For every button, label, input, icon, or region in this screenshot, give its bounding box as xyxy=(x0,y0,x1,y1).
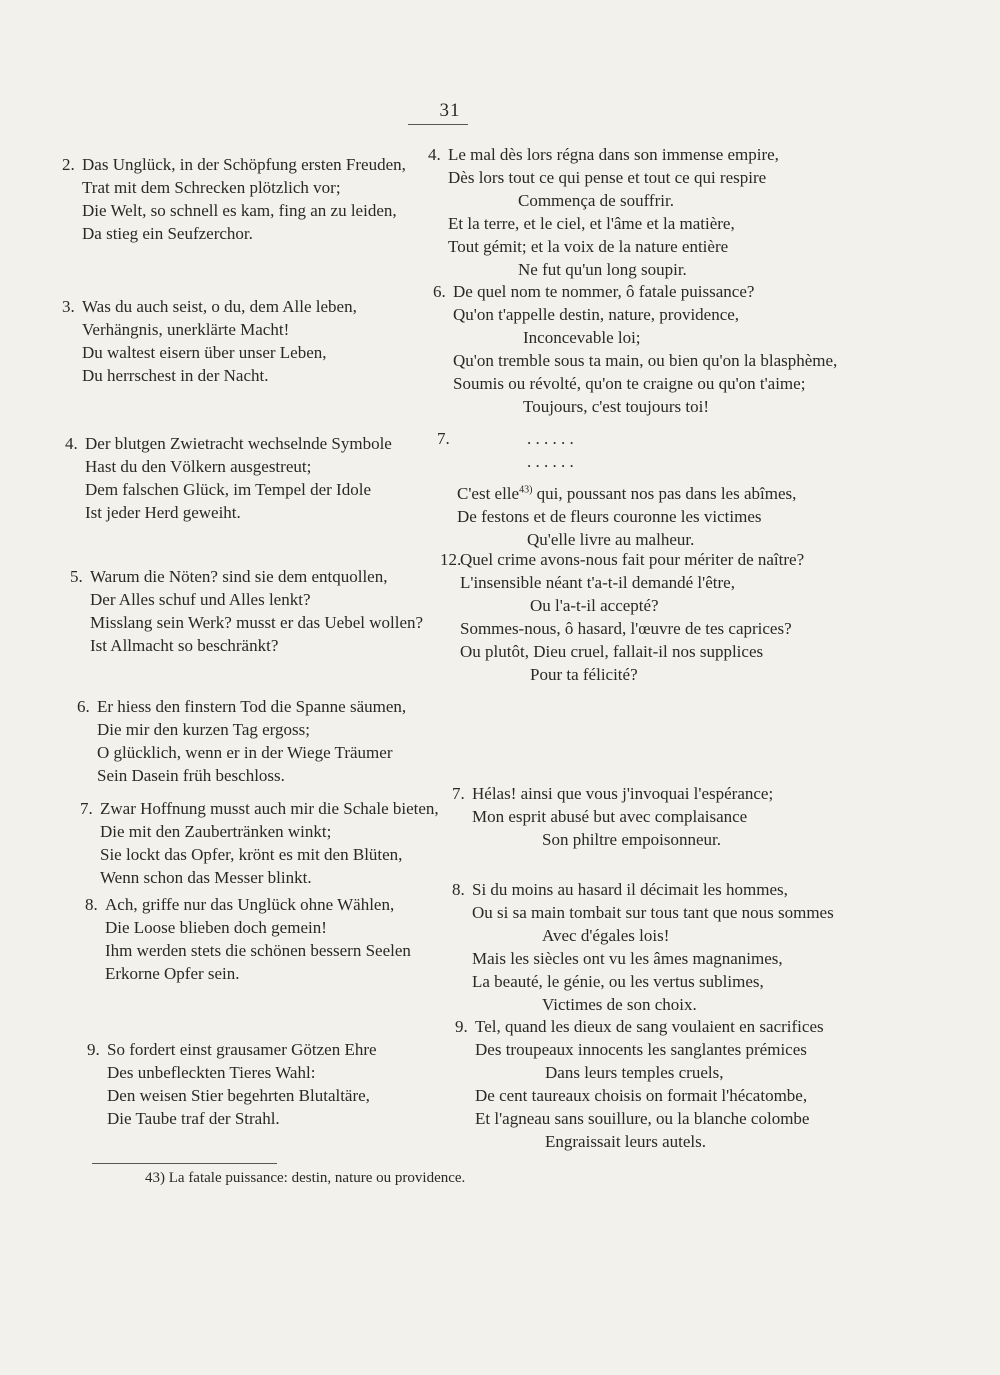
verse-line: Si du moins au hasard il décimait les hommes, xyxy=(472,880,788,899)
verse-line: Erkorne Opfer sein. xyxy=(105,964,240,983)
verse-line: Des unbefleckten Tieres Wahl: xyxy=(107,1063,316,1082)
verse-line: Du waltest eisern über unser Leben, xyxy=(82,343,327,362)
verse-line: Son philtre empoisonneur. xyxy=(542,830,721,849)
verse-line: La beauté, le génie, ou les vertus sublimes, xyxy=(472,972,764,991)
verse-line: Ach, griffe nur das Unglück ohne Wählen, xyxy=(105,895,395,914)
page-number-rule xyxy=(408,124,468,125)
stanza-number: 9. xyxy=(455,1017,468,1036)
verse-line: Le mal dès lors régna dans son immense empire, xyxy=(448,145,779,164)
verse-line: Ou l'a-t-il accepté? xyxy=(530,596,659,615)
german-stanza-6 xyxy=(77,695,406,787)
verse-line: Der Alles schuf und Alles lenkt? xyxy=(90,590,311,609)
verse-line: De quel nom te nommer, ô fatale puissance? xyxy=(453,282,755,301)
stanza-number: 6. xyxy=(433,282,446,301)
verse-line: De festons et de fleurs couronne les victimes xyxy=(457,507,762,526)
verse-line: qui, poussant nos pas dans les abîmes, xyxy=(536,484,797,503)
verse-line: Ne fut qu'un long soupir. xyxy=(518,260,687,279)
verse-line: Die mir den kurzen Tag ergoss; xyxy=(97,720,310,739)
french-stanza-8 xyxy=(452,878,834,1016)
verse-line: Engraissait leurs autels. xyxy=(545,1132,706,1151)
verse-line: Trat mit dem Schrecken plötzlich vor; xyxy=(82,178,341,197)
verse-line: Der blutgen Zwietracht wechselnde Symbole xyxy=(85,434,392,453)
footnote: 43) La fatale puissance: destin, nature ou providence. xyxy=(145,1170,466,1186)
verse-line: Sie lockt das Opfer, krönt es mit den Blüten, xyxy=(100,845,403,864)
verse-line: Qu'on t'appelle destin, nature, providence, xyxy=(453,305,740,324)
verse-line: Ou plutôt, Dieu cruel, fallait-il nos supplices xyxy=(460,642,764,661)
verse-line: Mon esprit abusé but avec complaisance xyxy=(472,807,748,826)
stanza-number: 8. xyxy=(452,880,465,899)
german-stanza-7 xyxy=(80,797,439,889)
verse-line: Mais les siècles ont vu les âmes magnanimes, xyxy=(472,949,783,968)
french-stanza-9 xyxy=(455,1015,824,1153)
verse-line: So fordert einst grausamer Götzen Ehre xyxy=(107,1040,377,1059)
stanza-number: 5. xyxy=(70,567,83,586)
verse-line: Quel crime avons-nous fait pour mériter de naître? xyxy=(460,550,805,569)
elided-line: . . . . . . xyxy=(527,429,574,448)
stanza-number: 6. xyxy=(77,697,90,716)
verse-line: Des troupeaux innocents les sanglantes prémices xyxy=(475,1040,807,1059)
german-stanza-4 xyxy=(65,432,392,524)
verse-line: Dem falschen Glück, im Tempel der Idole xyxy=(85,480,371,499)
german-stanza-5 xyxy=(70,565,423,657)
stanza-number: 7. xyxy=(437,429,450,448)
verse-line: Qu'on tremble sous ta main, ou bien qu'on la blasphème, xyxy=(453,351,838,370)
verse-line: Hast du den Völkern ausgestreut; xyxy=(85,457,312,476)
verse-line: Tel, quand les dieux de sang voulaient en sacrifices xyxy=(475,1017,824,1036)
stanza-number: 4. xyxy=(428,145,441,164)
footnote-rule xyxy=(92,1163,277,1164)
stanza-number: 8. xyxy=(85,895,98,914)
verse-line: Die Taube traf der Strahl. xyxy=(107,1109,280,1128)
german-stanza-2 xyxy=(62,153,406,245)
verse-line: Ist Allmacht so beschränkt? xyxy=(90,636,279,655)
verse-line: Avec d'égales lois! xyxy=(542,926,670,945)
verse-line: Dès lors tout ce qui pense et tout ce qui respire xyxy=(448,168,767,187)
verse-line: Dans leurs temples cruels, xyxy=(545,1063,724,1082)
french-stanza-7-a xyxy=(437,427,796,551)
german-stanza-3 xyxy=(62,295,357,387)
verse-line: Die Welt, so schnell es kam, fing an zu leiden, xyxy=(82,201,397,220)
stanza-number: 7. xyxy=(452,784,465,803)
verse-line: Ist jeder Herd geweiht. xyxy=(85,503,241,522)
verse-line: Da stieg ein Seufzerchor. xyxy=(82,224,253,243)
verse-line: Du herrschest in der Nacht. xyxy=(82,366,269,385)
stanza-number: 3. xyxy=(62,297,75,316)
verse-line: Warum die Nöten? sind sie dem entquollen, xyxy=(90,567,388,586)
verse-line: L'insensible néant t'a-t-il demandé l'être, xyxy=(460,573,735,592)
verse-line: Ou si sa main tombait sur tous tant que nous sommes xyxy=(472,903,834,922)
verse-line: Was du auch seist, o du, dem Alle leben, xyxy=(82,297,357,316)
verse-line: Misslang sein Werk? musst er das Uebel wollen? xyxy=(90,613,424,632)
verse-line: Sommes-nous, ô hasard, l'œuvre de tes caprices? xyxy=(460,619,792,638)
verse-line: Inconcevable loi; xyxy=(523,328,641,347)
stanza-number: 12. xyxy=(440,550,462,569)
german-stanza-9 xyxy=(87,1038,377,1130)
verse-line: Die mit den Zaubertränken winkt; xyxy=(100,822,332,841)
footnote-marker: 43) xyxy=(519,484,533,496)
verse-line: Sein Dasein früh beschloss. xyxy=(97,766,285,785)
stanza-number: 2. xyxy=(62,155,75,174)
verse-line: Er hiess den finstern Tod die Spanne säumen, xyxy=(97,697,407,716)
elided-line: . . . . . . xyxy=(527,452,574,471)
german-stanza-8 xyxy=(85,893,411,985)
page-number: 31 xyxy=(439,100,461,121)
verse-line: Hélas! ainsi que vous j'invoquai l'espérance; xyxy=(472,784,774,803)
verse-line: Commença de souffrir. xyxy=(518,191,674,210)
verse-prefix: C'est elle xyxy=(457,484,520,503)
french-stanza-4 xyxy=(428,143,779,281)
stanza-number: 9. xyxy=(87,1040,100,1059)
verse-line: Et la terre, et le ciel, et l'âme et la matière, xyxy=(448,214,735,233)
verse-line: Wenn schon das Messer blinkt. xyxy=(100,868,312,887)
verse-line: Zwar Hoffnung musst auch mir die Schale bieten, xyxy=(100,799,439,818)
french-stanza-6 xyxy=(433,280,837,418)
verse-line: De cent taureaux choisis on formait l'hécatombe, xyxy=(475,1086,808,1105)
verse-line: Toujours, c'est toujours toi! xyxy=(523,397,710,416)
verse-line: Ihm werden stets die schönen bessern Seelen xyxy=(105,941,411,960)
verse-line: Die Loose blieben doch gemein! xyxy=(105,918,327,937)
stanza-number: 4. xyxy=(65,434,78,453)
stanza-number: 7. xyxy=(80,799,93,818)
french-stanza-12 xyxy=(440,548,804,686)
verse-line: O glücklich, wenn er in der Wiege Träumer xyxy=(97,743,393,762)
verse-line: Den weisen Stier begehrten Blutaltäre, xyxy=(107,1086,370,1105)
verse-line: Das Unglück, in der Schöpfung ersten Freuden, xyxy=(82,155,406,174)
verse-line: Tout gémit; et la voix de la nature entière xyxy=(448,237,729,256)
verse-line: Et l'agneau sans souillure, ou la blanche colombe xyxy=(475,1109,810,1128)
french-stanza-7-b xyxy=(452,782,773,851)
verse-line: Victimes de son choix. xyxy=(542,995,697,1014)
verse-line: Qu'elle livre au malheur. xyxy=(527,530,695,549)
verse-line: Soumis ou révolté, qu'on te craigne ou qu'on t'aime; xyxy=(453,374,806,393)
verse-line: Verhängnis, unerklärte Macht! xyxy=(82,320,290,339)
verse-line: Pour ta félicité? xyxy=(530,665,638,684)
